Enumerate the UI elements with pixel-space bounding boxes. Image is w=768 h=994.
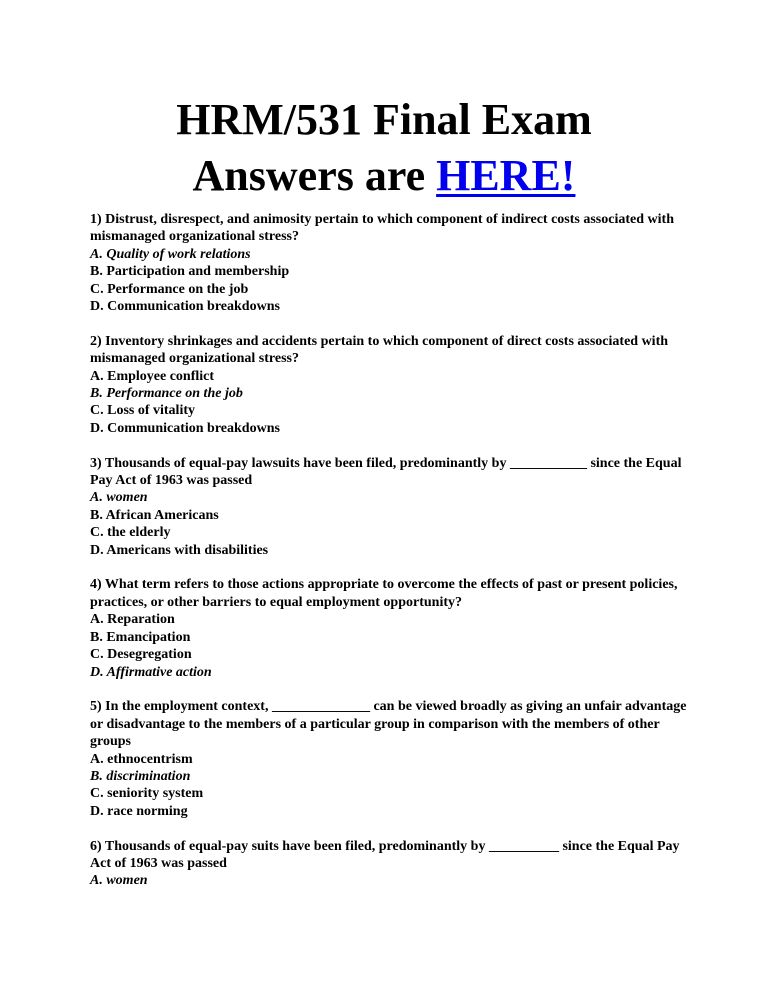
question-text: 6) Thousands of equal-pay suits have been filed, predominantly by __________ since the Equal Pay Act of 1963 was passed (90, 838, 680, 871)
answer-option-correct: B. Performance on the job (90, 386, 243, 402)
question-text: 2) Inventory shrinkages and accidents pertain to which component of direct costs associated with mismanaged organizational stress? (90, 333, 669, 367)
answer-option: B. Participation and membership (90, 264, 290, 280)
answer-option: B. Emancipation (90, 629, 191, 645)
answers-link[interactable]: HERE! (436, 151, 576, 200)
answer-option: C. seniority system (90, 786, 204, 802)
answer-option: D. race norming (90, 803, 188, 819)
question-list (90, 211, 690, 907)
answer-option: A. Employee conflict (90, 368, 215, 384)
answer-option-correct: D. Affirmative action (90, 664, 212, 680)
answer-option: D. Communication breakdowns (90, 420, 280, 436)
answer-option: B. African Americans (90, 507, 219, 523)
answer-option: C. the elderly (90, 525, 171, 541)
answer-option: A. ethnocentrism (90, 751, 193, 767)
question-item (90, 698, 690, 820)
answer-option: C. Loss of vitality (90, 403, 195, 419)
question-item (90, 333, 690, 437)
answer-option-correct: B. discrimination (90, 768, 191, 784)
answer-option: D. Americans with disabilities (90, 542, 269, 558)
question-item (90, 838, 690, 890)
question-item (90, 576, 690, 680)
question-text: 5) In the employment context, ______________ can be viewed broadly as giving an unfair advantage or disadvantage to the members of a particular group in comparison with the members of other groups (90, 699, 687, 750)
question-text: 1) Distrust, disrespect, and animosity pertain to which component of indirect costs associated with mismanaged organizational stress? (90, 212, 674, 245)
answer-option: C. Performance on the job (90, 281, 249, 297)
title-prefix: Answers are (192, 151, 437, 200)
question-text: 3) Thousands of equal-pay lawsuits have been filed, predominantly by ___________ since the Equal Pay Act of 1963 was passed (90, 455, 682, 489)
page-title (0, 92, 768, 204)
answer-option: D. Communication breakdowns (90, 299, 280, 315)
answer-option: C. Desegregation (90, 647, 192, 663)
title-line-2 (0, 148, 768, 204)
question-item (90, 455, 690, 559)
answer-option-correct: A. women (90, 873, 148, 889)
answer-option-correct: A. women (90, 490, 148, 506)
question-item (90, 211, 690, 315)
answer-option: A. Reparation (90, 612, 175, 628)
answer-option-correct: A. Quality of work relations (90, 246, 251, 262)
title-line-1: HRM/531 Final Exam (176, 95, 592, 144)
question-text: 4) What term refers to those actions appropriate to overcome the effects of past or present policies, practices, or other barriers to equal employment opportunity? (90, 577, 678, 610)
